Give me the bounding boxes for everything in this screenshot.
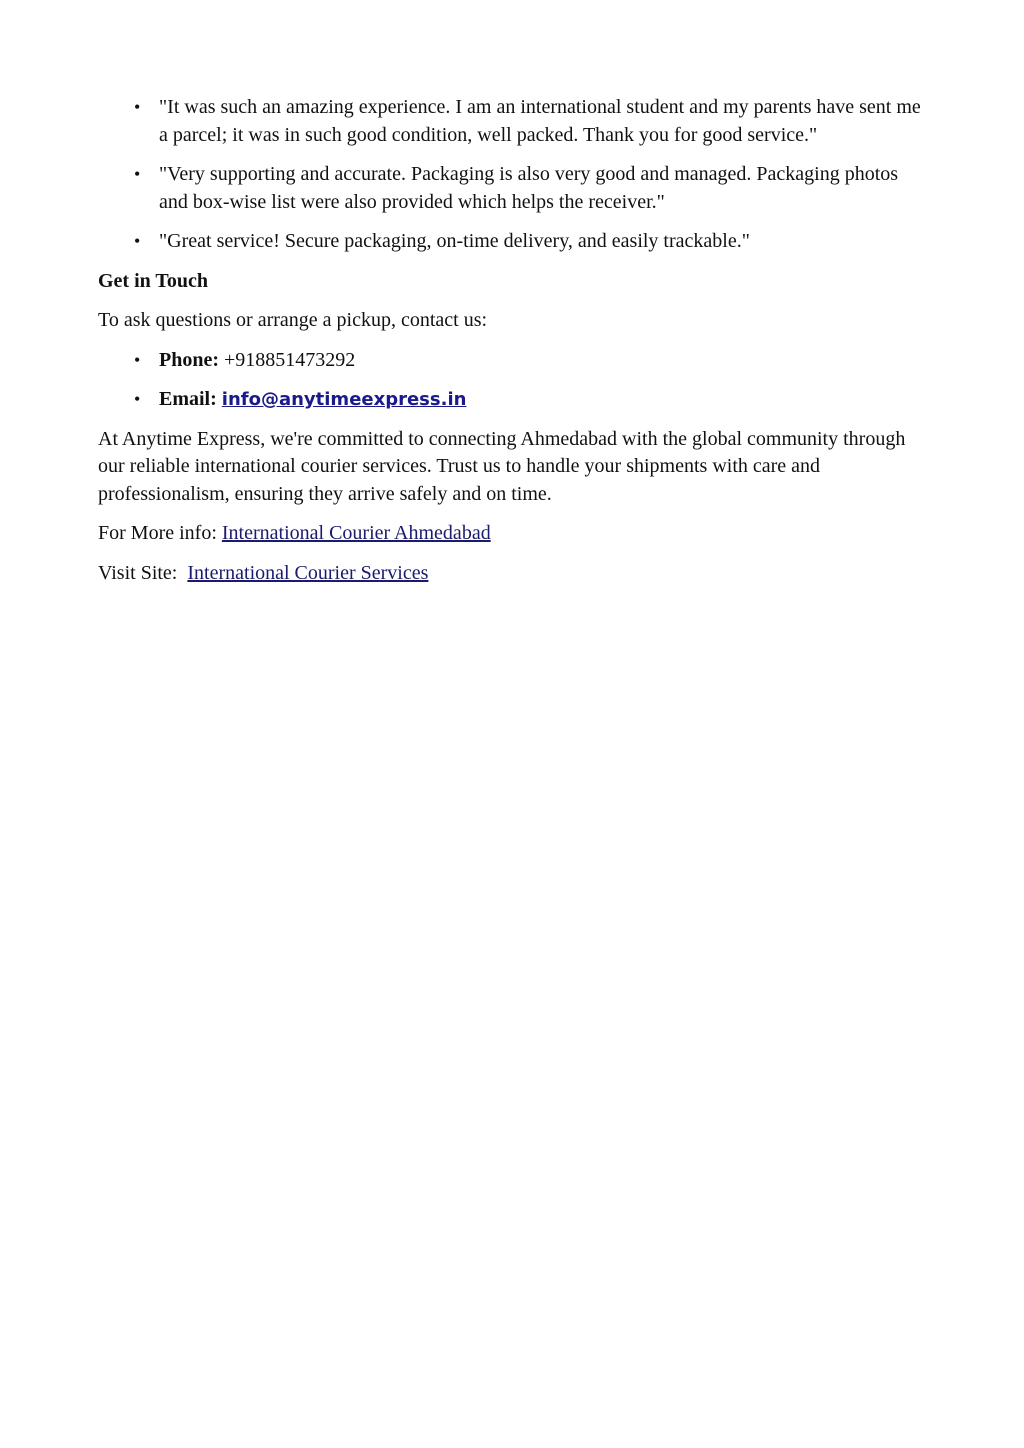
international-courier-ahmedabad-link[interactable]: International Courier Ahmedabad	[221, 522, 491, 544]
contact-intro: To ask questions or arrange a pickup, contact us:	[98, 309, 488, 331]
testimonials-list	[98, 94, 928, 256]
section-heading: Get in Touch	[98, 269, 209, 292]
email-link[interactable]: info@anytimeexpress.in	[221, 389, 467, 410]
document-page	[98, 94, 928, 599]
more-info-line	[98, 520, 928, 548]
bullet-icon: •	[134, 349, 141, 370]
bullet-icon: •	[134, 97, 141, 117]
email-item	[98, 386, 928, 414]
bullet-icon: •	[134, 231, 141, 251]
testimonial-item	[98, 94, 928, 149]
testimonial-text: "It was such an amazing experience. I am an international student and my parents have sent me a parcel; it was in such good condition, well packed. Thank you for good service."	[159, 96, 921, 146]
phone-label: Phone:	[159, 348, 219, 371]
testimonial-item	[98, 161, 928, 216]
testimonial-text: "Very supporting and accurate. Packaging is also very good and managed. Packaging photos and box-wise list were also provided which helps the receiver."	[159, 163, 899, 213]
bullet-icon: •	[134, 164, 141, 184]
contact-list	[98, 347, 928, 414]
visit-site-line	[98, 560, 928, 588]
phone-item	[98, 347, 928, 375]
testimonial-text: "Great service! Secure packaging, on-time delivery, and easily trackable."	[159, 230, 750, 252]
bullet-icon: •	[134, 389, 141, 409]
closing-paragraph: At Anytime Express, we're committed to connecting Ahmedabad with the global community through our reliable international courier services. Trust us to handle your shipments with care and professionalism, ensuring they arrive safely and on time.	[98, 427, 906, 505]
visit-site-prefix: Visit Site:	[98, 561, 178, 584]
testimonial-item	[98, 228, 928, 256]
international-courier-services-link[interactable]: International Courier Services	[187, 561, 429, 584]
more-info-prefix: For More info:	[98, 522, 217, 544]
email-label: Email:	[159, 388, 217, 410]
phone-number: +918851473292	[224, 348, 356, 371]
